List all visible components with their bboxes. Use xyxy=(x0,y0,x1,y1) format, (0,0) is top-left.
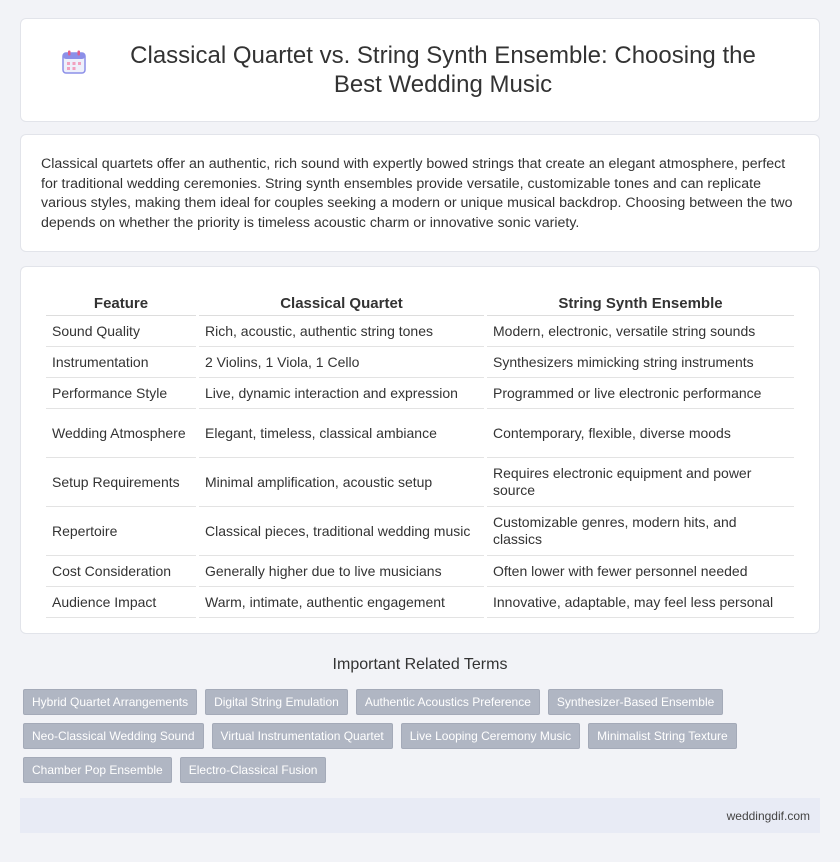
table-cell: Wedding Atmosphere xyxy=(46,409,196,458)
table-cell: Warm, intimate, authentic engagement xyxy=(199,587,484,618)
related-term-tag[interactable]: Minimalist String Texture xyxy=(588,723,737,749)
intro-text: Classical quartets offer an authentic, rich sound with expertly bowed strings that create an elegant atmosphere, perfect for traditional wedding ceremonies. String synth ensembles provide versatile, customizable tones and can replicate various styles, making them ideal for couples seeking a modern or unique musical backdrop. Choosing between the two depends on whether the priority is timeless acoustic charm or innovative sonic variety. xyxy=(41,156,793,232)
related-term-tag[interactable]: Chamber Pop Ensemble xyxy=(23,757,172,783)
related-terms-tags xyxy=(0,674,840,783)
table-row xyxy=(46,507,794,556)
intro-card xyxy=(20,134,820,252)
comparison-card xyxy=(20,266,820,634)
related-term-tag[interactable]: Authentic Acoustics Preference xyxy=(356,689,540,715)
related-term-tag[interactable]: Live Looping Ceremony Music xyxy=(401,723,580,749)
related-term-tag[interactable]: Neo-Classical Wedding Sound xyxy=(23,723,204,749)
table-cell: Repertoire xyxy=(46,507,196,556)
footer xyxy=(20,798,820,833)
table-cell: Customizable genres, modern hits, and classics xyxy=(487,507,794,556)
table-cell: Instrumentation xyxy=(46,347,196,378)
table-cell: Performance Style xyxy=(46,378,196,409)
table-row xyxy=(46,556,794,587)
table-cell: Minimal amplification, acoustic setup xyxy=(199,458,484,507)
table-cell: Audience Impact xyxy=(46,587,196,618)
table-cell: Often lower with fewer personnel needed xyxy=(487,556,794,587)
related-term-tag[interactable]: Electro-Classical Fusion xyxy=(180,757,327,783)
related-term-tag[interactable]: Digital String Emulation xyxy=(205,689,348,715)
table-cell: Setup Requirements xyxy=(46,458,196,507)
table-row xyxy=(46,587,794,618)
table-cell: Modern, electronic, versatile string sounds xyxy=(487,316,794,347)
table-row xyxy=(46,378,794,409)
calendar-icon xyxy=(61,49,87,75)
table-cell: Contemporary, flexible, diverse moods xyxy=(487,409,794,458)
table-cell: Live, dynamic interaction and expression xyxy=(199,378,484,409)
table-cell: Generally higher due to live musicians xyxy=(199,556,484,587)
related-term-tag[interactable]: Virtual Instrumentation Quartet xyxy=(212,723,393,749)
header-feature: Feature xyxy=(46,291,196,316)
header-classical-quartet: Classical Quartet xyxy=(199,291,484,316)
table-row xyxy=(46,316,794,347)
related-term-tag[interactable]: Synthesizer-Based Ensemble xyxy=(548,689,723,715)
related-term-tag[interactable]: Hybrid Quartet Arrangements xyxy=(23,689,197,715)
footer-site-link[interactable]: weddingdif.com xyxy=(726,808,810,823)
table-cell: Classical pieces, traditional wedding music xyxy=(199,507,484,556)
table-cell: Elegant, timeless, classical ambiance xyxy=(199,409,484,458)
table-cell: Synthesizers mimicking string instruments xyxy=(487,347,794,378)
table-cell: Rich, acoustic, authentic string tones xyxy=(199,316,484,347)
table-cell: Programmed or live electronic performance xyxy=(487,378,794,409)
comparison-table xyxy=(43,291,797,618)
title-card xyxy=(20,18,820,122)
table-row xyxy=(46,458,794,507)
table-cell: Sound Quality xyxy=(46,316,196,347)
title-wrap xyxy=(61,41,779,99)
header-string-synth: String Synth Ensemble xyxy=(487,291,794,316)
table-cell: Requires electronic equipment and power source xyxy=(487,458,794,507)
related-terms-title: Important Related Terms xyxy=(332,656,508,673)
table-cell: 2 Violins, 1 Viola, 1 Cello xyxy=(199,347,484,378)
table-cell: Innovative, adaptable, may feel less personal xyxy=(487,587,794,618)
table-row xyxy=(46,347,794,378)
table-header-row xyxy=(46,291,794,316)
table-row xyxy=(46,409,794,458)
table-cell: Cost Consideration xyxy=(46,556,196,587)
page-title: Classical Quartet vs. String Synth Ensemble: Choosing the Best Wedding Music xyxy=(130,42,756,98)
